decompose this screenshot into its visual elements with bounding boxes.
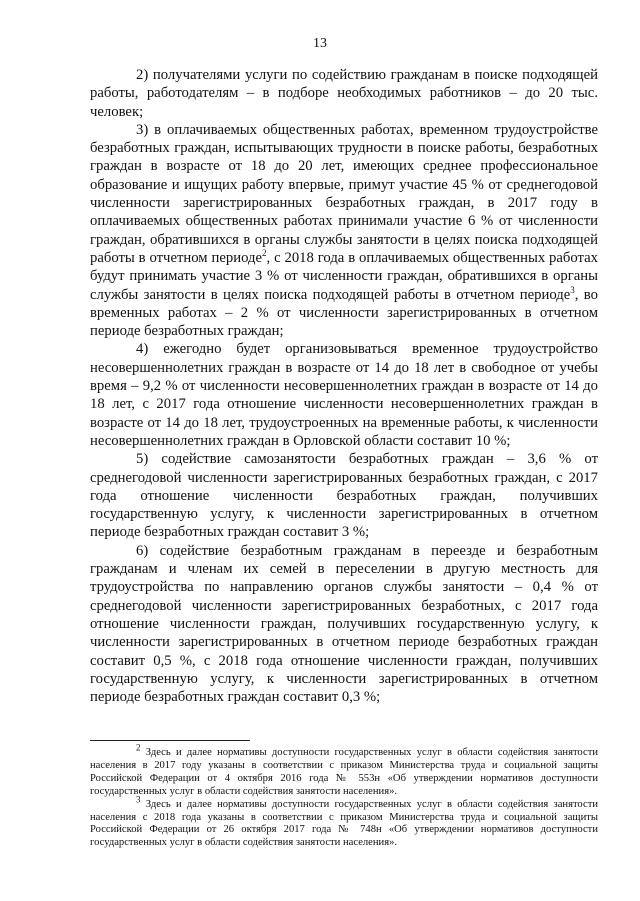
document-body xyxy=(90,66,598,706)
paragraph-text: 2) получателями услуги по содействию гражданам в поиске подходящей работы, работодателям – в подборе необходимых работников – до 20 тыс. человек; xyxy=(90,67,598,120)
paragraph-item-6 xyxy=(90,542,598,707)
paragraph-item-3 xyxy=(90,121,598,341)
footnote-separator xyxy=(90,740,250,741)
paragraph-item-2 xyxy=(90,66,598,121)
footnote-ref-3: 3 xyxy=(570,284,575,295)
footnote-text: Здесь и далее нормативы доступности государственных услуг в области содействия занятости населения с 2018 года указаны в соответствии с приказом Министерства труда и социальной защиты Российской Федерации от 26 октября 2017 года № 748н «Об утверждении нормативов доступности государственных услуг в области содействия занятости населения». xyxy=(90,798,598,849)
paragraph-text: 3) в оплачиваемых общественных работах, временном трудоустройстве безработных граждан, испытывающих трудности в поиске работы, безработных граждан в возрасте от 18 до 20 лет, имеющих среднее профессиональное образование и ищущих работу впервые, примут участие 45 % от среднегодовой численности зарегистрированных безработных граждан, в 2017 году в оплачиваемых общественных работах принимали участие 6 % от численности граждан, обратившихся в органы службы занятости в целях поиска подходящей работы в отчетном периоде xyxy=(90,121,598,266)
paragraph-text: 4) ежегодно будет организовываться временное трудоустройство несовершеннолетних граждан в возрасте от 14 до 18 лет в свободное от учебы время – 9,2 % от численности несовершеннолетних граждан в возрасте от 14 до 18 лет, с 2017 года отношение численности несовершеннолетних граждан в возрасте от 14 до 18 лет, трудоустроенных на временные работы, к численности несовершеннолетних граждан в Орловской области составит 10 %; xyxy=(90,341,598,449)
footnote-ref-2: 2 xyxy=(262,248,267,259)
paragraph-text: , во временных работах – 2 % от численности зарегистрированных в отчетном периоде безработных граждан; xyxy=(90,286,598,340)
paragraph-text: 6) содействие безработным гражданам в переезде и безработным гражданам и членам их семей в переселении в другую местность для трудоустройства по направлению органов службы занятости – 0,4 % от среднегодовой численности зарегистрированных безработных, с 2017 года отношение численности граждан, получивших государственную услугу, к численности зарегистрированных в отчетном периоде безработных граждан составит 0,5 %, с 2018 года отношение численности граждан, получивших государственную услугу, к численности зарегистрированных в отчетном периоде безработных граждан составит 0,3 %; xyxy=(90,542,598,706)
footnote-text: Здесь и далее нормативы доступности государственных услуг в области содействия занятости населения в 2017 году указаны в соответствии с приказом Министерства труда и социальной защиты Российской Федерации от 4 октября 2016 года № 553н «Об утверждении нормативов доступности государственных услуг в области содействия занятости населения». xyxy=(90,747,598,797)
paragraph-item-4 xyxy=(90,340,598,450)
footnote-3 xyxy=(90,794,598,851)
footnote-mark: 3 xyxy=(136,794,141,805)
paragraph-item-5 xyxy=(90,450,598,541)
footnote-mark: 2 xyxy=(136,742,141,753)
footnote-2 xyxy=(90,742,598,799)
paragraph-text: 5) содействие самозанятости безработных граждан – 3,6 % от среднегодовой численности зарегистрированных безработных граждан, с 2017 года отношение численности безработных граждан, получивших государственную услугу, к численности зарегистрированных в отчетном периоде безработных граждан составит 3 %; xyxy=(90,451,598,541)
footnotes xyxy=(90,742,598,850)
paragraph-text: , с 2018 года в оплачиваемых общественных работах будут принимать участие 3 % от численности граждан, обратившихся в органы службы занятости в целях поиска подходящей работы в отчетном периоде xyxy=(90,249,598,303)
page-number: 13 xyxy=(313,36,327,51)
